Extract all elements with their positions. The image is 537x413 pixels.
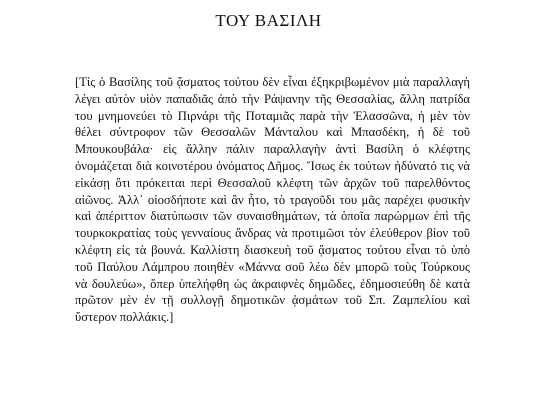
commentary-paragraph: [Τίς ὁ Βασίλης τοῦ ᾄσματος τούτου δὲν εἶναι ἐξηκριβωμένον μιὰ παραλλαγὴ λέγει αὐτὸν υἱὸν παπαδιᾶς ἀπὸ τὴν Ράψανην τῆς Θεσσαλίας, ἄλλη πατρίδα του μνημονεύει τὸ Πιρνάρι τῆς Ποταμιᾶς παρὰ τὴν Ἐλασσῶνα, ἡ μὲν τὸν θέλει σύντροφον τῶν Θεσσαλῶν Μάνταλου καὶ Μπασδέκη, ἡ δὲ τοῦ Μπουκουβάλα· εἰς ἄλλην πάλιν παραλλαγὴν ἀντὶ Βασίλη ὁ κλέφτης ὀνομάζεται διὰ κοινοτέρου ὀνόματος Δῆμος. Ἴσως ἐκ τούτων ἠδύνατό τις νὰ εἰκάσῃ ὅτι πρόκειται περὶ Θεσσαλοῦ κλέφτη τῶν ἀρχῶν τοῦ παρελθόντος αἰῶνος. Ἀλλ᾽ οἱοσδήποτε καὶ ἂν ἦτο, τὸ τραγοῦδι του μᾶς παρέχει φυσικὴν καὶ ἀπέριττον διατύπωσιν τῶν συναισθημάτων, τὰ ὁποῖα παρώρμων ἐπὶ τῆς τουρκοκρατίας τοὺς γενναίους ἄνδρας νὰ προτιμῶσι τὸν ἐλεύθερον βίον τοῦ κλέφτη εἰς τὰ βουνά. Καλλίστη διασκευὴ τοῦ ᾄσματος τούτου εἶναι τὸ ὑπὸ τοῦ Παύλου Λάμπρου ποιηθὲν «Μάννα σοῦ λέω δὲν μπορῶ τοὺς Τούρκους νὰ δουλεύω», ὅπερ ὑπελήφθη ὡς ἀκραιφνὲς δημῶδες, ἐδημοσιεύθη δὲ κατὰ πρῶτον μὲν ἐν τῇ συλλογῇ δημοτικῶν ᾀσμάτων τοῦ Σπ. Ζαμπελίου καὶ ὕστερον πολλάκις.] — [75, 75, 470, 325]
page-title: ΤΟΥ ΒΑΣΙΛΗ — [215, 11, 322, 30]
